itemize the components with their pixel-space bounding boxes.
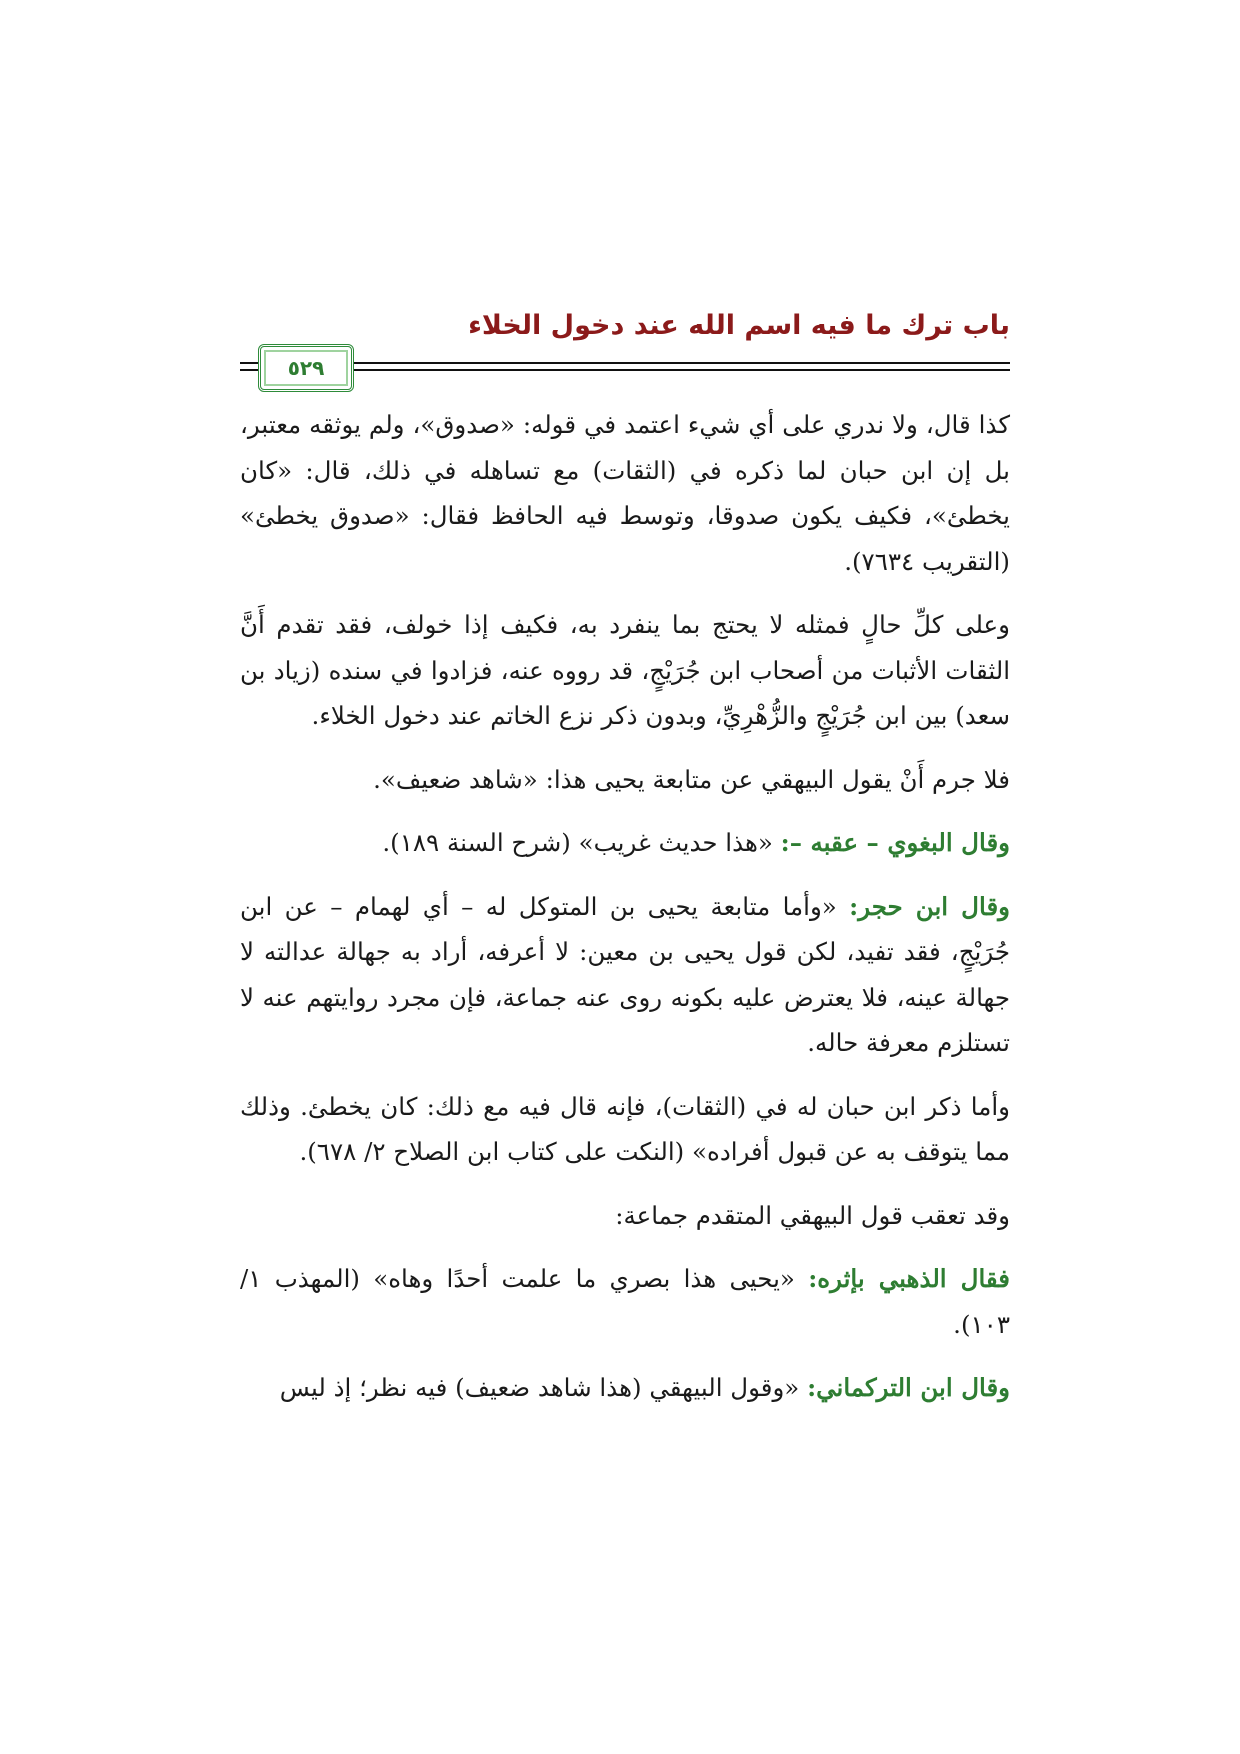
paragraph-text: وقد تعقب قول البيهقي المتقدم جماعة:: [615, 1200, 1010, 1230]
header-rule-bottom: [240, 369, 1010, 371]
paragraph-text: «وأما متابعة يحيى بن المتوكل له – أي لهمام – عن ابن جُرَيْجٍ، فقد تفيد، لكن قول يحيى بن معين: لا أعرفه، أراد به جهالة عدالته لا جهالة عينه، فلا يعترض عليه بكونه روى عنه جماعة، فإن مجرد روايتهم عنه لا تستلزم معرفة حاله.: [240, 891, 1010, 1057]
paragraph-text: كذا قال، ولا ندري على أي شيء اعتمد في قوله: «صدوق»، ولم يوثقه معتبر، بل إن ابن حبان لما ذكره في (الثقات) مع تساهله في ذلك، قال: «كان يخطئ»، فكيف يكون صدوقا، وتوسط فيه الحافظ فقال: «صدوق يخطئ» (التقريب ٧٦٣٤).: [240, 410, 1010, 576]
paragraph-text: وعلى كلِّ حالٍ فمثله لا يحتج بما ينفرد به، فكيف إذا خولف، فقد تقدم أَنَّ الثقات الأثبات من أصحاب ابن جُرَيْجٍ، قد رووه عنه، فزادوا في سنده (زياد بن سعد) بين ابن جُرَيْجٍ والزُّهْرِيِّ، وبدون ذكر نزع الخاتم عند دخول الخلاء.: [240, 610, 1010, 730]
paragraph-text: فلا جرم أَنْ يقول البيهقي عن متابعة يحيى هذا: «شاهد ضعيف».: [373, 764, 1010, 794]
paragraph-3: [240, 757, 1010, 803]
paragraph-9: [240, 1365, 1010, 1411]
page-number: ٥٢٩: [287, 356, 325, 380]
paragraph-1: [240, 402, 1010, 584]
paragraph-4: [240, 820, 1010, 866]
paragraph-text: وأما ذكر ابن حبان له في (الثقات)، فإنه قال فيه مع ذلك: كان يخطئ. وذلك مما يتوقف به عن قبول أفراده» (النكت على كتاب ابن الصلاح ٢/ ٦٧٨).: [240, 1091, 1010, 1166]
speaker-label: وقال البغوي – عقبه –:: [780, 828, 1010, 857]
chapter-title: باب ترك ما فيه اسم الله عند دخول الخلاء: [468, 310, 1010, 341]
page-body: [240, 402, 1010, 1411]
paragraph-2: [240, 602, 1010, 739]
speaker-label: وقال ابن التركماني:: [807, 1373, 1010, 1402]
paragraph-8: [240, 1256, 1010, 1347]
paragraph-7: [240, 1193, 1010, 1239]
paragraph-6: [240, 1084, 1010, 1175]
speaker-label: وقال ابن حجر:: [849, 891, 1010, 921]
speaker-label: فقال الذهبي بإثره:: [808, 1264, 1011, 1293]
page-header: [240, 310, 1010, 390]
paragraph-5: [240, 884, 1010, 1066]
page-number-badge: [258, 344, 354, 392]
paragraph-text: «يحيى هذا بصري ما علمت أحدًا وهاه» (المهذب ١/ ١٠٣).: [240, 1264, 1010, 1339]
paragraph-text: «هذا حديث غريب» (شرح السنة ١٨٩).: [382, 828, 773, 857]
header-rule-top: [240, 362, 1010, 364]
paragraph-text: «وقول البيهقي (هذا شاهد ضعيف) فيه نظر؛ إذ ليس: [279, 1373, 800, 1402]
